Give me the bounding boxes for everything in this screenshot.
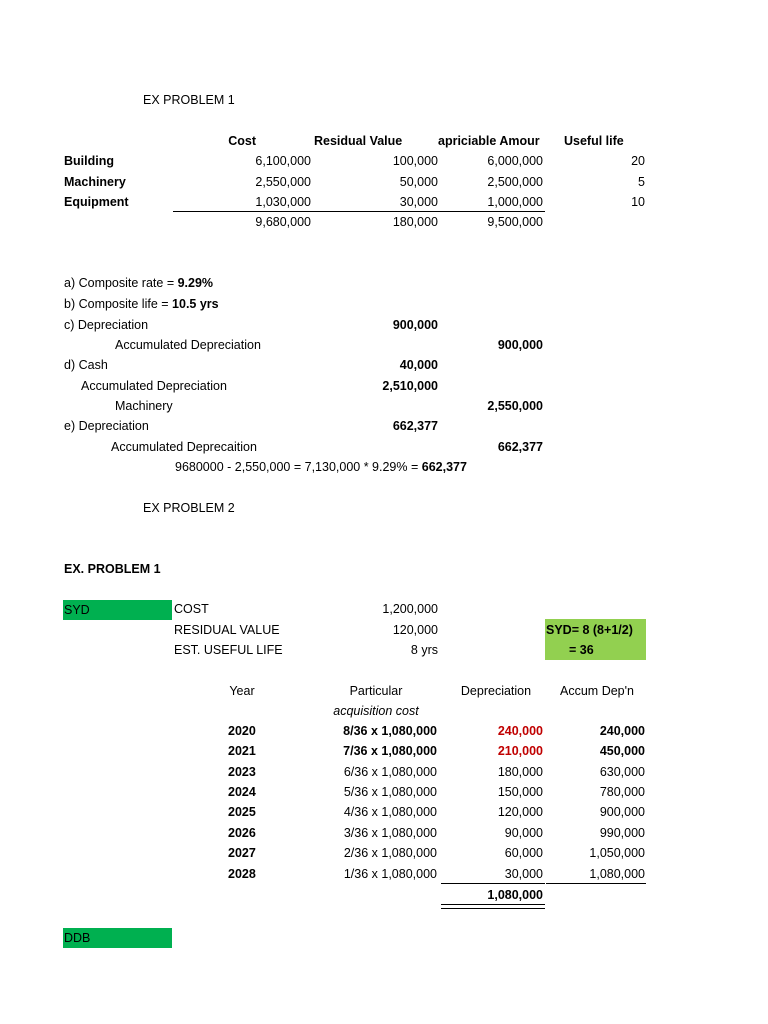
syd-formula-line-1: SYD= 8 (8+1/2) xyxy=(546,623,633,637)
entry-e-credit: Accumulated Deprecaition xyxy=(111,440,257,454)
col-header-particular: Particular xyxy=(349,684,403,698)
total-residual: 180,000 xyxy=(392,215,438,229)
asset-residual: 50,000 xyxy=(399,175,438,189)
entry-e-debit: e) Depreciation xyxy=(64,419,149,433)
col-header-depreciation: Depreciation xyxy=(460,684,532,698)
row-year: 2024 xyxy=(228,785,256,799)
col-header-accum-depn: Accum Dep'n xyxy=(560,684,634,698)
row-particular: 7/36 x 1,080,000 xyxy=(343,744,437,758)
asset-life: 5 xyxy=(638,175,645,189)
row-depreciation: 240,000 xyxy=(497,724,543,738)
header-cost: Cost xyxy=(228,134,256,148)
entry-c-debit-amount: 900,000 xyxy=(392,318,438,332)
accum-bottom-rule xyxy=(546,883,646,884)
syd-method-label: SYD xyxy=(64,603,90,617)
entry-d-debit-cash-amount: 40,000 xyxy=(399,358,438,372)
header-depreciable-amount: apriciable Amour xyxy=(438,134,540,148)
row-year: 2020 xyxy=(228,724,256,738)
entry-d-debit-accum: Accumulated Depreciation xyxy=(81,379,227,393)
col-subheader-acquisition-cost: acquisition cost xyxy=(333,704,419,718)
row-year: 2028 xyxy=(228,867,256,881)
cost-label: COST xyxy=(174,602,209,616)
row-accum: 900,000 xyxy=(599,805,645,819)
row-depreciation: 60,000 xyxy=(504,846,543,860)
entry-e-formula: 9680000 - 2,550,000 = 7,130,000 * 9.29% = xyxy=(175,460,422,474)
asset-depreciable: 1,000,000 xyxy=(487,195,543,209)
ddb-method-label: DDB xyxy=(64,931,91,945)
row-depreciation: 30,000 xyxy=(504,867,543,881)
entry-c-credit: Accumulated Depreciation xyxy=(115,338,261,352)
depreciation-total-rule xyxy=(441,883,545,884)
row-particular: 6/36 x 1,080,000 xyxy=(343,765,437,779)
row-accum: 240,000 xyxy=(599,724,645,738)
row-depreciation: 120,000 xyxy=(497,805,543,819)
row-depreciation: 180,000 xyxy=(497,765,543,779)
entry-e-credit-amount: 662,377 xyxy=(497,440,543,454)
total-depreciable: 9,500,000 xyxy=(487,215,543,229)
total-cost: 9,680,000 xyxy=(255,215,311,229)
residual-label: RESIDUAL VALUE xyxy=(174,623,280,637)
asset-residual: 30,000 xyxy=(399,195,438,209)
row-year: 2027 xyxy=(228,846,256,860)
composite-life-line xyxy=(64,296,219,312)
entry-d-debit-cash: d) Cash xyxy=(64,358,108,372)
entry-c-credit-amount: 900,000 xyxy=(497,338,543,352)
row-year: 2026 xyxy=(228,826,256,840)
row-particular: 8/36 x 1,080,000 xyxy=(343,724,437,738)
header-useful-life: Useful life xyxy=(564,134,624,148)
total-depreciation: 1,080,000 xyxy=(487,888,543,902)
asset-cost: 6,100,000 xyxy=(255,154,311,168)
entry-e-formula-line xyxy=(175,459,467,475)
row-particular: 3/36 x 1,080,000 xyxy=(343,826,437,840)
row-accum: 780,000 xyxy=(599,785,645,799)
entry-e-formula-result: 662,377 xyxy=(421,460,467,474)
cost-value: 1,200,000 xyxy=(382,602,438,616)
residual-value: 120,000 xyxy=(392,623,438,637)
row-accum: 450,000 xyxy=(599,744,645,758)
asset-life: 20 xyxy=(631,154,645,168)
composite-rate-line xyxy=(64,275,213,291)
row-year: 2025 xyxy=(228,805,256,819)
col-header-year: Year xyxy=(229,684,255,698)
row-depreciation: 150,000 xyxy=(497,785,543,799)
asset-depreciable: 6,000,000 xyxy=(487,154,543,168)
row-depreciation: 210,000 xyxy=(497,744,543,758)
composite-life-value: 10.5 yrs xyxy=(172,297,219,311)
asset-cost: 1,030,000 xyxy=(255,195,311,209)
total-double-underline xyxy=(441,904,545,909)
entry-e-debit-amount: 662,377 xyxy=(392,419,438,433)
row-particular: 4/36 x 1,080,000 xyxy=(343,805,437,819)
syd-formula-line-2: = 36 xyxy=(569,643,594,657)
useful-life-label: EST. USEFUL LIFE xyxy=(174,643,283,657)
row-accum: 1,080,000 xyxy=(589,867,645,881)
composite-rate-label: a) Composite rate = xyxy=(64,276,178,290)
section-title-ex-problem-2: EX PROBLEM 2 xyxy=(143,501,235,515)
entry-d-debit-accum-amount: 2,510,000 xyxy=(382,379,438,393)
asset-depreciable: 2,500,000 xyxy=(487,175,543,189)
row-year: 2021 xyxy=(228,744,256,758)
totals-divider xyxy=(173,211,545,212)
entry-d-credit: Machinery xyxy=(115,399,173,413)
header-residual-value: Residual Value xyxy=(314,134,403,148)
asset-cost: 2,550,000 xyxy=(255,175,311,189)
section-title-ex-problem-1-syd: EX. PROBLEM 1 xyxy=(64,562,161,576)
row-particular: 5/36 x 1,080,000 xyxy=(343,785,437,799)
entry-c-debit: c) Depreciation xyxy=(64,318,149,332)
row-accum: 990,000 xyxy=(599,826,645,840)
composite-life-label: b) Composite life = xyxy=(64,297,173,311)
composite-rate-value: 9.29% xyxy=(177,276,214,290)
entry-d-credit-amount: 2,550,000 xyxy=(487,399,543,413)
asset-name: Building xyxy=(64,154,114,168)
row-year: 2023 xyxy=(228,765,256,779)
row-accum: 1,050,000 xyxy=(589,846,645,860)
asset-name: Equipment xyxy=(64,195,129,209)
useful-life-value: 8 yrs xyxy=(410,643,438,657)
section-title-ex-problem-1: EX PROBLEM 1 xyxy=(143,93,235,107)
row-particular: 1/36 x 1,080,000 xyxy=(343,867,437,881)
row-particular: 2/36 x 1,080,000 xyxy=(343,846,437,860)
asset-life: 10 xyxy=(631,195,645,209)
asset-name: Machinery xyxy=(64,175,126,189)
row-accum: 630,000 xyxy=(599,765,645,779)
row-depreciation: 90,000 xyxy=(504,826,543,840)
asset-residual: 100,000 xyxy=(392,154,438,168)
